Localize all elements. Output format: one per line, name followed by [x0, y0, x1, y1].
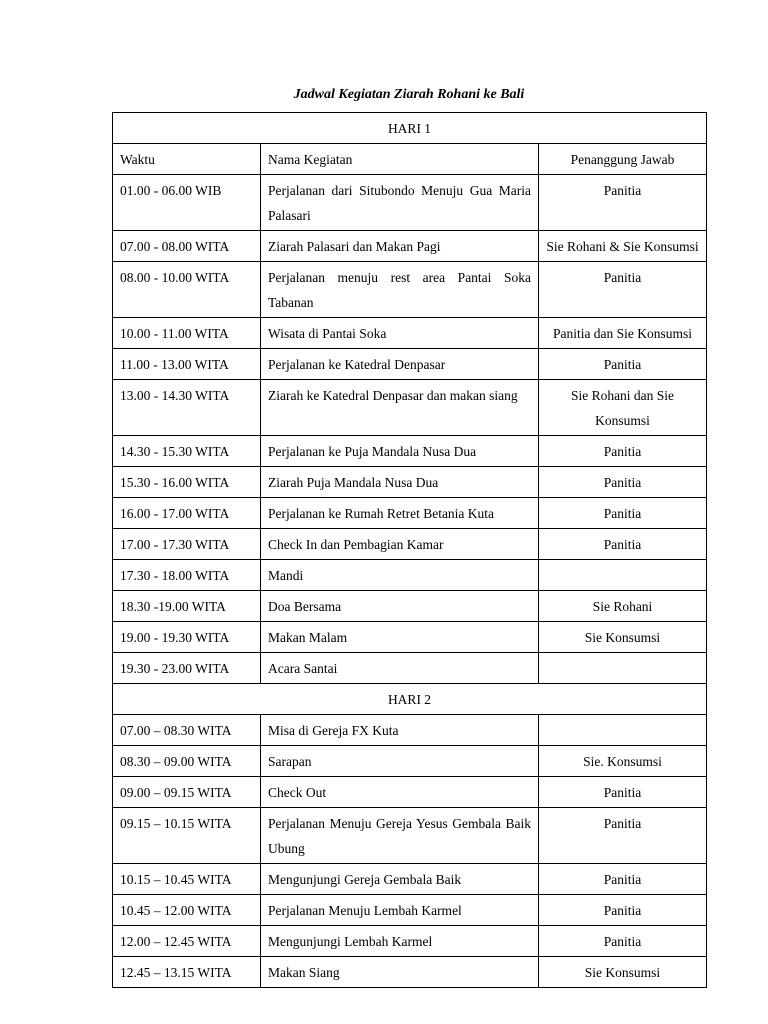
table-row: [113, 622, 707, 653]
time-cell: 08.30 – 09.00 WITA: [113, 746, 261, 777]
day-label: HARI 2: [113, 684, 707, 715]
time-cell: 17.00 - 17.30 WITA: [113, 529, 261, 560]
activity-cell: Sarapan: [261, 746, 539, 777]
time-cell: 07.00 - 08.00 WITA: [113, 231, 261, 262]
activity-cell: Mengunjungi Lembah Karmel: [261, 926, 539, 957]
table-row: [113, 349, 707, 380]
activity-cell: Ziarah Puja Mandala Nusa Dua: [261, 467, 539, 498]
table-row: [113, 715, 707, 746]
activity-cell: Makan Malam: [261, 622, 539, 653]
time-cell: 16.00 - 17.00 WITA: [113, 498, 261, 529]
table-row: [113, 957, 707, 988]
time-cell: 15.30 - 16.00 WITA: [113, 467, 261, 498]
time-cell: 10.15 – 10.45 WITA: [113, 864, 261, 895]
time-cell: 17.30 - 18.00 WITA: [113, 560, 261, 591]
schedule-table: [112, 112, 707, 988]
pic-cell: Sie Konsumsi: [539, 622, 707, 653]
table-row: [113, 926, 707, 957]
pic-cell: Panitia: [539, 436, 707, 467]
pic-cell: Panitia: [539, 349, 707, 380]
pic-cell: Panitia: [539, 467, 707, 498]
activity-cell: Doa Bersama: [261, 591, 539, 622]
time-cell: 18.30 -19.00 WITA: [113, 591, 261, 622]
pic-cell: Sie Rohani: [539, 591, 707, 622]
time-cell: 19.00 - 19.30 WITA: [113, 622, 261, 653]
activity-cell: Perjalanan ke Katedral Denpasar: [261, 349, 539, 380]
pic-cell: Panitia: [539, 529, 707, 560]
activity-cell: Acara Santai: [261, 653, 539, 684]
time-cell: 07.00 – 08.30 WITA: [113, 715, 261, 746]
pic-cell: Panitia: [539, 895, 707, 926]
activity-cell: Perjalanan Menuju Gereja Yesus Gembala Baik Ubung: [261, 808, 539, 864]
table-row: [113, 777, 707, 808]
header-pic: Penanggung Jawab: [539, 144, 707, 175]
pic-cell: Panitia: [539, 808, 707, 864]
activity-cell: Perjalanan ke Rumah Retret Betania Kuta: [261, 498, 539, 529]
table-row: [113, 653, 707, 684]
activity-cell: Perjalanan menuju rest area Pantai Soka Tabanan: [261, 262, 539, 318]
time-cell: 12.45 – 13.15 WITA: [113, 957, 261, 988]
time-cell: 14.30 - 15.30 WITA: [113, 436, 261, 467]
table-row: [113, 231, 707, 262]
activity-cell: Mengunjungi Gereja Gembala Baik: [261, 864, 539, 895]
table-row: [113, 808, 707, 864]
activity-cell: Perjalanan Menuju Lembah Karmel: [261, 895, 539, 926]
activity-cell: Check In dan Pembagian Kamar: [261, 529, 539, 560]
table-row: [113, 591, 707, 622]
pic-cell: Sie Konsumsi: [539, 957, 707, 988]
day-header-row: [113, 113, 707, 144]
activity-cell: Ziarah ke Katedral Denpasar dan makan siang: [261, 380, 539, 436]
table-row: [113, 864, 707, 895]
activity-cell: Perjalanan dari Situbondo Menuju Gua Maria Palasari: [261, 175, 539, 231]
pic-cell: [539, 715, 707, 746]
table-row: [113, 498, 707, 529]
activity-cell: Ziarah Palasari dan Makan Pagi: [261, 231, 539, 262]
table-row: [113, 560, 707, 591]
activity-cell: Wisata di Pantai Soka: [261, 318, 539, 349]
day-header-row: [113, 684, 707, 715]
table-row: [113, 318, 707, 349]
time-cell: 10.00 - 11.00 WITA: [113, 318, 261, 349]
time-cell: 13.00 - 14.30 WITA: [113, 380, 261, 436]
time-cell: 09.15 – 10.15 WITA: [113, 808, 261, 864]
pic-cell: Panitia: [539, 262, 707, 318]
time-cell: 08.00 - 10.00 WITA: [113, 262, 261, 318]
activity-cell: Check Out: [261, 777, 539, 808]
table-row: [113, 895, 707, 926]
time-cell: 01.00 - 06.00 WIB: [113, 175, 261, 231]
pic-cell: Panitia: [539, 864, 707, 895]
pic-cell: Panitia dan Sie Konsumsi: [539, 318, 707, 349]
time-cell: 09.00 – 09.15 WITA: [113, 777, 261, 808]
activity-cell: Makan Siang: [261, 957, 539, 988]
pic-cell: [539, 653, 707, 684]
table-row: [113, 175, 707, 231]
table-row: [113, 262, 707, 318]
table-row: [113, 529, 707, 560]
pic-cell: Panitia: [539, 498, 707, 529]
pic-cell: Sie Rohani & Sie Konsumsi: [539, 231, 707, 262]
table-row: [113, 746, 707, 777]
pic-cell: [539, 560, 707, 591]
table-row: [113, 436, 707, 467]
pic-cell: Panitia: [539, 175, 707, 231]
activity-cell: Perjalanan ke Puja Mandala Nusa Dua: [261, 436, 539, 467]
page-title: Jadwal Kegiatan Ziarah Rohani ke Bali: [293, 87, 525, 102]
day-label: HARI 1: [113, 113, 707, 144]
time-cell: 10.45 – 12.00 WITA: [113, 895, 261, 926]
column-header-row: [113, 144, 707, 175]
time-cell: 12.00 – 12.45 WITA: [113, 926, 261, 957]
schedule-body: [113, 113, 707, 988]
activity-cell: Mandi: [261, 560, 539, 591]
activity-cell: Misa di Gereja FX Kuta: [261, 715, 539, 746]
pic-cell: Sie Rohani dan Sie Konsumsi: [539, 380, 707, 436]
pic-cell: Panitia: [539, 926, 707, 957]
time-cell: 19.30 - 23.00 WITA: [113, 653, 261, 684]
table-row: [113, 467, 707, 498]
pic-cell: Panitia: [539, 777, 707, 808]
table-row: [113, 380, 707, 436]
header-activity: Nama Kegiatan: [261, 144, 539, 175]
time-cell: 11.00 - 13.00 WITA: [113, 349, 261, 380]
pic-cell: Sie. Konsumsi: [539, 746, 707, 777]
header-time: Waktu: [113, 144, 261, 175]
